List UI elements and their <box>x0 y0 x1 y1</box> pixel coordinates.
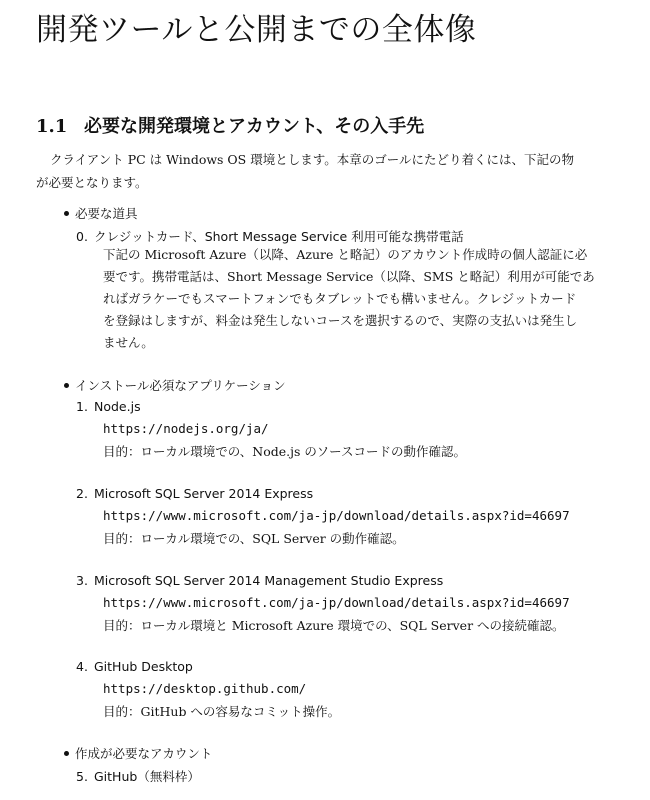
description-line: ればガラケーでもスマートフォンでもタブレットでも構いません。クレジットカード <box>103 291 577 306</box>
bullet-apps <box>64 376 286 394</box>
item-purpose: 目的：ローカル環境での、SQL Server の動作確認。 <box>103 531 405 546</box>
description-line: を登録はしますが、料金は発生しないコースを選択するので、実際の支払いは発生し <box>103 313 578 328</box>
item-label: GitHub Desktop <box>94 659 193 674</box>
item-number: 4. <box>76 659 88 674</box>
list-item-github-account <box>76 767 200 785</box>
bullet-icon <box>64 211 69 216</box>
item-number: 5. <box>76 769 88 784</box>
item-description <box>103 244 613 354</box>
intro-line: が必要となります。 <box>36 175 148 190</box>
intro-line: クライアント PC は Windows OS 環境とします。本章のゴールにたどり着くには、下記の物 <box>50 152 574 167</box>
item-number: 2. <box>76 486 88 501</box>
list-item-github-desktop <box>76 659 193 674</box>
item-label: Microsoft SQL Server 2014 Express <box>94 486 314 501</box>
item-number: 0. <box>76 229 88 244</box>
item-number: 1. <box>76 399 88 414</box>
list-item-sql-server <box>76 486 313 501</box>
section-heading <box>36 112 424 138</box>
section-number: 1.1 <box>36 116 68 137</box>
item-purpose: 目的：GitHub への容易なコミット操作。 <box>103 704 341 719</box>
description-line: 下記の Microsoft Azure（以降、Azure と略記）のアカウント作成時の個人認証に必 <box>103 247 588 262</box>
item-purpose: 目的：ローカル環境と Microsoft Azure 環境での、SQL Server への接続確認。 <box>103 618 565 633</box>
bullet-tools <box>64 204 138 222</box>
item-label: Microsoft SQL Server 2014 Management Studio Express <box>94 573 444 588</box>
bullet-icon <box>64 751 69 756</box>
bullet-label: インストール必須なアプリケーション <box>75 378 286 393</box>
list-item-nodejs <box>76 399 141 414</box>
bullet-accounts <box>64 744 212 762</box>
download-link[interactable]: https://nodejs.org/ja/ <box>103 421 269 436</box>
download-link[interactable]: https://www.microsoft.com/ja-jp/download/details.aspx?id=46697 <box>103 508 570 523</box>
bullet-label: 必要な道具 <box>75 206 138 221</box>
download-link[interactable]: https://www.microsoft.com/ja-jp/download/details.aspx?id=46697 <box>103 595 570 610</box>
list-item-credit-card <box>76 227 464 245</box>
download-link[interactable]: https://desktop.github.com/ <box>103 681 307 696</box>
intro-paragraph <box>36 148 616 194</box>
bullet-icon <box>64 383 69 388</box>
list-item-ssms <box>76 573 443 588</box>
item-number: 3. <box>76 573 88 588</box>
description-line: ません。 <box>103 335 154 350</box>
description-line: 要です。携帯電話は、Short Message Service（以降、SMS と略記）利用が可能であ <box>103 269 595 284</box>
item-label: GitHub（無料枠） <box>94 769 200 784</box>
section-title: 必要な開発環境とアカウント、その入手先 <box>84 116 425 137</box>
item-label: クレジットカード、Short Message Service 利用可能な携帯電話 <box>94 229 464 244</box>
page-title: 開発ツールと公開までの全体像 <box>36 12 477 48</box>
bullet-label: 作成が必要なアカウント <box>75 746 213 761</box>
item-purpose: 目的：ローカル環境での、Node.js のソースコードの動作確認。 <box>103 444 466 459</box>
item-label: Node.js <box>94 399 141 414</box>
